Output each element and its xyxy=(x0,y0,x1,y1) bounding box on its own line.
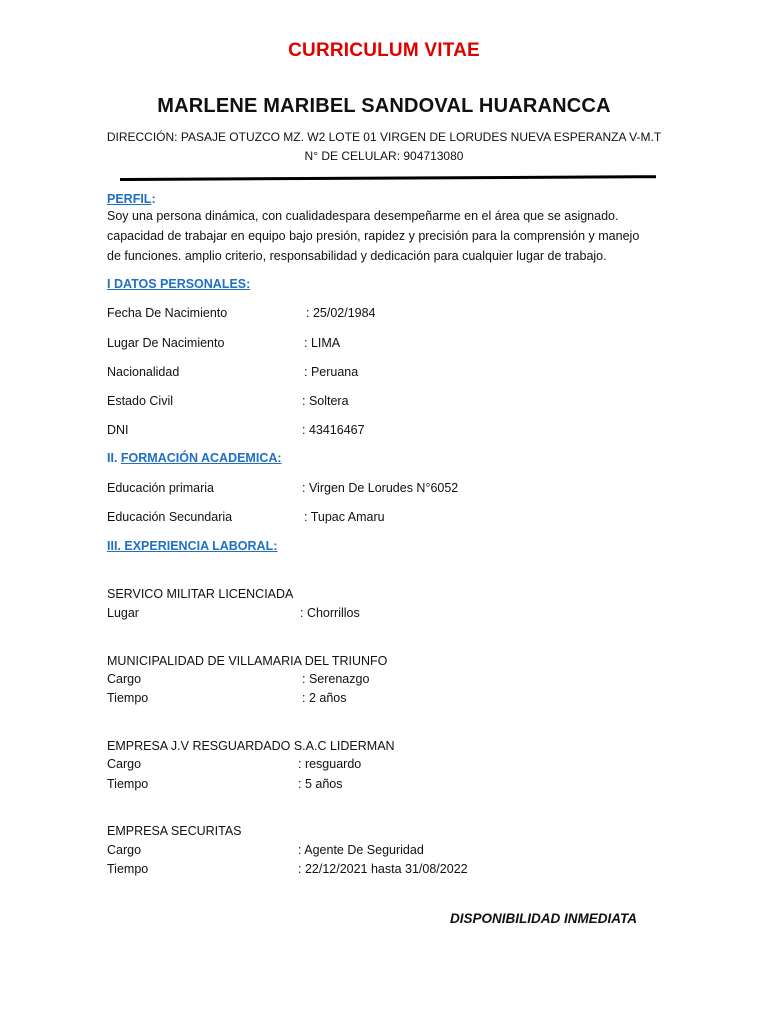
personal-value: : 25/02/1984 xyxy=(306,306,376,320)
personal-label: Nacionalidad xyxy=(107,365,180,379)
job-value: : 5 años xyxy=(298,777,343,791)
experiencia-heading: III. EXPERIENCIA LABORAL: xyxy=(107,539,278,553)
formacion-heading-prefix: II. xyxy=(107,451,121,465)
perfil-heading-text: PERFIL xyxy=(107,192,152,206)
personal-label: Fecha De Nacimiento xyxy=(107,306,228,320)
personal-value: : 43416467 xyxy=(302,423,365,437)
document-title: CURRICULUM VITAE xyxy=(288,40,480,61)
personal-value: : Soltera xyxy=(302,394,349,408)
job-value: : resguardo xyxy=(298,757,362,771)
datos-personales-heading: I DATOS PERSONALES: xyxy=(107,277,251,291)
job-label: Tiempo xyxy=(107,777,149,791)
availability-note: DISPONIBILIDAD INMEDIATA xyxy=(450,911,637,926)
personal-label: DNI xyxy=(107,423,129,437)
personal-value: : Peruana xyxy=(304,365,359,379)
formacion-heading-text: FORMACIÓN ACADEMICA: xyxy=(120,451,282,465)
phone-line: N° DE CELULAR: 904713080 xyxy=(304,149,464,163)
perfil-heading-colon: : xyxy=(151,192,156,206)
job-company: EMPRESA SECURITAS xyxy=(107,824,242,838)
candidate-name: MARLENE MARIBEL SANDOVAL HUARANCCA xyxy=(157,95,611,117)
job-label: Cargo xyxy=(107,757,142,771)
job-value: : Agente De Seguridad xyxy=(298,843,424,857)
job-company: MUNICIPALIDAD DE VILLAMARIA DEL TRIUNFO xyxy=(107,654,388,668)
header-divider xyxy=(120,175,656,181)
job-label: Cargo xyxy=(107,843,142,857)
education-label: Educación primaria xyxy=(107,481,214,495)
job-value: : Serenazgo xyxy=(302,672,370,686)
personal-label: Lugar De Nacimiento xyxy=(107,336,225,350)
personal-label: Estado Civil xyxy=(107,394,173,408)
formacion-heading xyxy=(107,451,282,465)
education-label: Educación Secundaria xyxy=(107,510,233,524)
job-company: SERVICO MILITAR LICENCIADA xyxy=(107,587,294,601)
perfil-heading xyxy=(107,192,156,206)
job-value: : Chorrillos xyxy=(300,606,360,620)
job-label: Tiempo xyxy=(107,862,149,876)
job-value: : 22/12/2021 hasta 31/08/2022 xyxy=(298,862,468,876)
job-label: Cargo xyxy=(107,672,142,686)
job-label: Lugar xyxy=(107,606,139,620)
job-label: Tiempo xyxy=(107,691,149,705)
perfil-line: de funciones. amplio criterio, responsabilidad y dedicación para cualquier lugar de trabajo. xyxy=(107,249,607,263)
address-line: DIRECCIÓN: PASAJE OTUZCO MZ. W2 LOTE 01 VIRGEN DE LORUDES NUEVA ESPERANZA V-M.T xyxy=(106,130,662,144)
education-value: : Tupac Amaru xyxy=(304,510,385,524)
job-value: : 2 años xyxy=(302,691,347,705)
perfil-line: Soy una persona dinámica, con cualidadespara desempeñarme en el área que se asignado. xyxy=(107,209,619,223)
perfil-line: capacidad de trabajar en equipo bajo presión, rapidez y precisión para la comprensión y manejo xyxy=(107,229,640,243)
education-value: : Virgen De Lorudes N°6052 xyxy=(302,481,459,495)
job-company: EMPRESA J.V RESGUARDADO S.A.C LIDERMAN xyxy=(107,739,395,753)
personal-value: : LIMA xyxy=(304,336,341,350)
